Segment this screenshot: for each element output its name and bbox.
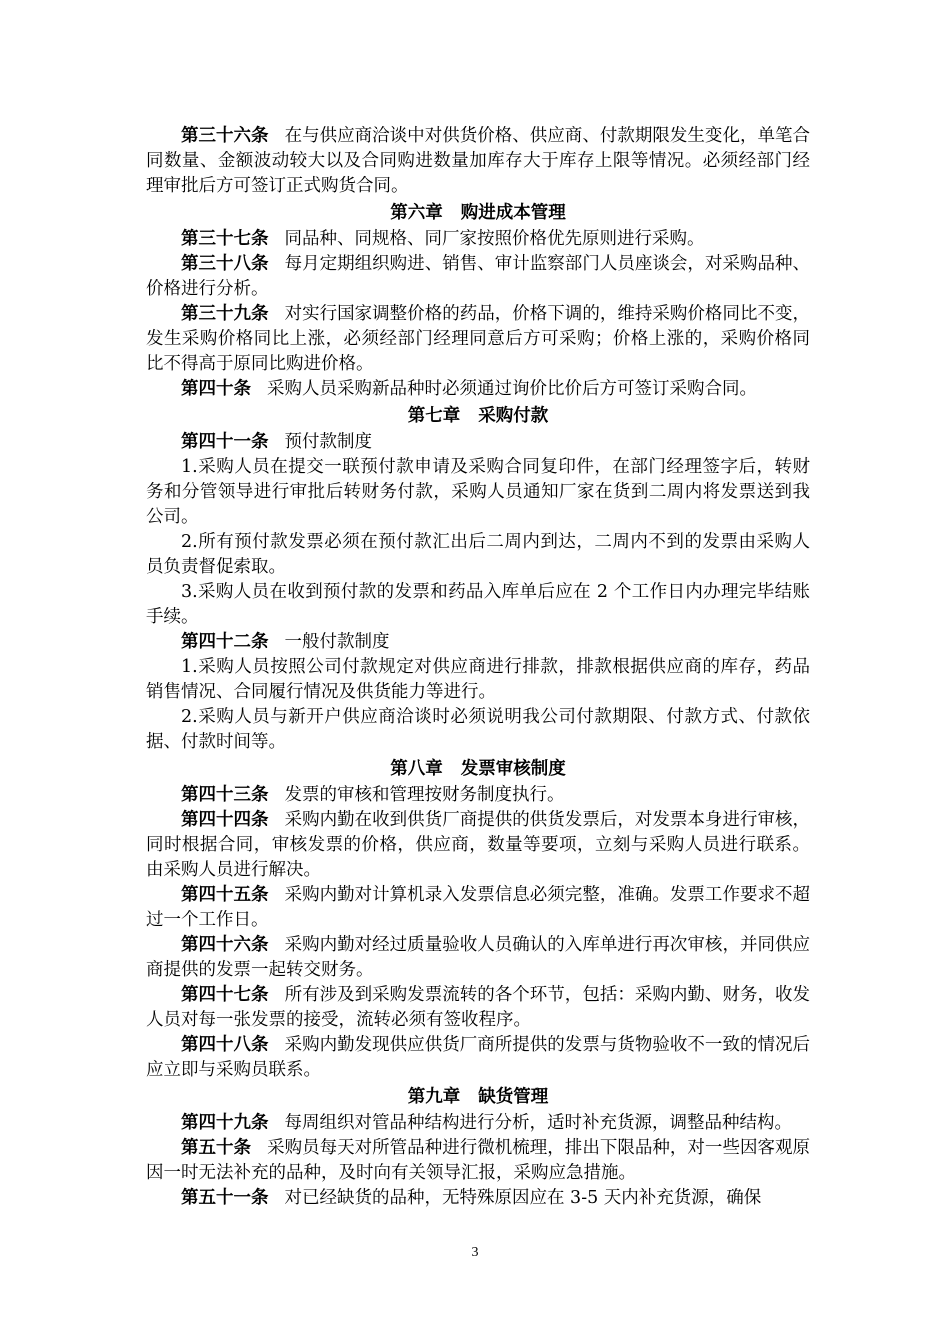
article-number: 第三十六条	[181, 126, 269, 146]
paragraph-text: 在与供应商洽谈中对供货价格、供应商、付款期限发生变化，单笔合同数量、金额波动较大以及合同购进数量加库存大于库存上限等情况。必须经部门经理审批后方可签订正式购货合同。	[146, 126, 811, 196]
paragraph-text: 2.采购人员与新开户供应商洽谈时必须说明我公司付款期限、付款方式、付款依据、付款时间等。	[146, 707, 810, 752]
list-paragraph	[146, 655, 810, 705]
chapter-heading	[146, 1083, 810, 1111]
paragraph-text: 采购内勤对计算机录入发票信息必须完整，准确。发票工作要求不超过一个工作日。	[146, 885, 811, 930]
paragraph-text: 采购内勤对经过质量验收人员确认的入库单进行再次审核，并同供应商提供的发票一起转交财务。	[146, 935, 811, 980]
article-number: 第三十九条	[181, 304, 269, 324]
chapter-title: 缺货管理	[478, 1087, 549, 1107]
article-paragraph	[146, 933, 810, 983]
article-paragraph	[146, 1033, 810, 1083]
article-paragraph	[146, 227, 810, 252]
article-number: 第四十七条	[181, 985, 269, 1005]
chapter-heading	[146, 199, 810, 227]
article-number: 第三十八条	[181, 254, 269, 274]
chapter-heading	[146, 755, 810, 783]
paragraph-text: 1.采购人员按照公司付款规定对供应商进行排款，排款根据供应商的库存，药品销售情况、合同履行情况及供货能力等进行。	[146, 657, 810, 702]
paragraph-text: 每月定期组织购进、销售、审计监察部门人员座谈会，对采购品种、价格进行分析。	[146, 254, 811, 299]
article-paragraph	[146, 1111, 810, 1136]
paragraph-text: 采购内勤在收到供货厂商提供的供货发票后，对发票本身进行审核，同时根据合同，审核发票的价格，供应商，数量等要项，立刻与采购人员进行联系。由采购人员进行解决。	[146, 810, 811, 880]
article-number: 第四十一条	[181, 432, 269, 452]
article-number: 第四十九条	[181, 1113, 269, 1133]
article-number: 第四十六条	[181, 935, 269, 955]
chapter-title: 购进成本管理	[460, 203, 566, 223]
article-paragraph	[146, 302, 810, 377]
paragraph-text: 每周组织对管品种结构进行分析，适时补充货源，调整品种结构。	[284, 1113, 792, 1133]
paragraph-text: 2.所有预付款发票必须在预付款汇出后二周内到达，二周内不到的发票由采购人员负责督促索取。	[146, 532, 810, 577]
paragraph-text: 所有涉及到采购发票流转的各个环节，包括：采购内勤、财务，收发人员对每一张发票的接受，流转必须有签收程序。	[146, 985, 811, 1030]
chapter-title: 发票审核制度	[460, 759, 566, 779]
list-paragraph	[146, 530, 810, 580]
article-paragraph	[146, 883, 810, 933]
article-number: 第四十条	[181, 379, 251, 399]
paragraph-text: 采购人员采购新品种时必须通过询价比价后方可签订采购合同。	[267, 379, 757, 399]
chapter-number: 第六章	[390, 203, 443, 223]
article-number: 第三十七条	[181, 229, 269, 249]
article-paragraph	[146, 983, 810, 1033]
article-paragraph	[146, 630, 810, 655]
article-paragraph	[146, 783, 810, 808]
paragraph-text: 采购内勤发现供应供货厂商所提供的发票与货物验收不一致的情况后应立即与采购员联系。	[146, 1035, 811, 1080]
paragraph-text: 一般付款制度	[284, 632, 390, 652]
article-number: 第五十条	[181, 1138, 252, 1158]
page-number: 3	[471, 1245, 479, 1260]
list-paragraph	[146, 705, 810, 755]
paragraph-text: 发票的审核和管理按财务制度执行。	[284, 785, 565, 805]
chapter-number: 第八章	[390, 759, 443, 779]
article-paragraph	[146, 124, 810, 199]
paragraph-text: 3.采购人员在收到预付款的发票和药品入库单后应在 2 个工作日内办理完毕结账手续。	[146, 582, 810, 627]
article-number: 第四十二条	[181, 632, 269, 652]
list-paragraph	[146, 580, 810, 630]
chapter-heading	[146, 402, 810, 430]
article-number: 第五十一条	[181, 1188, 269, 1208]
document-body	[146, 124, 810, 1211]
article-number: 第四十三条	[181, 785, 269, 805]
article-number: 第四十八条	[181, 1035, 269, 1055]
chapter-number: 第九章	[407, 1087, 461, 1107]
article-paragraph	[146, 1136, 810, 1186]
chapter-number: 第七章	[407, 406, 461, 426]
paragraph-text: 对实行国家调整价格的药品，价格下调的，维持采购价格同比不变，发生采购价格同比上涨，必须经部门经理同意后方可采购；价格上涨的，采购价格同比不得高于原同比购进价格。	[146, 304, 811, 374]
chapter-title: 采购付款	[478, 406, 549, 426]
article-paragraph	[146, 252, 810, 302]
paragraph-text: 对已经缺货的品种，无特殊原因应在 3-5 天内补充货源，确保	[284, 1188, 762, 1208]
paragraph-text: 预付款制度	[284, 432, 372, 452]
article-paragraph	[146, 430, 810, 455]
paragraph-text: 采购员每天对所管品种进行微机梳理，排出下限品种，对一些因客观原因一时无法补充的品种，及时向有关领导汇报，采购应急措施。	[146, 1138, 811, 1183]
paragraph-text: 1.采购人员在提交一联预付款申请及采购合同复印件，在部门经理签字后，转财务和分管领导进行审批后转财务付款，采购人员通知厂家在货到二周内将发票送到我公司。	[146, 457, 810, 527]
article-paragraph	[146, 808, 810, 883]
list-paragraph	[146, 455, 810, 530]
article-number: 第四十五条	[181, 885, 269, 905]
article-paragraph	[146, 1186, 810, 1211]
article-paragraph	[146, 377, 810, 402]
article-number: 第四十四条	[181, 810, 269, 830]
paragraph-text: 同品种、同规格、同厂家按照价格优先原则进行采购。	[284, 229, 705, 249]
